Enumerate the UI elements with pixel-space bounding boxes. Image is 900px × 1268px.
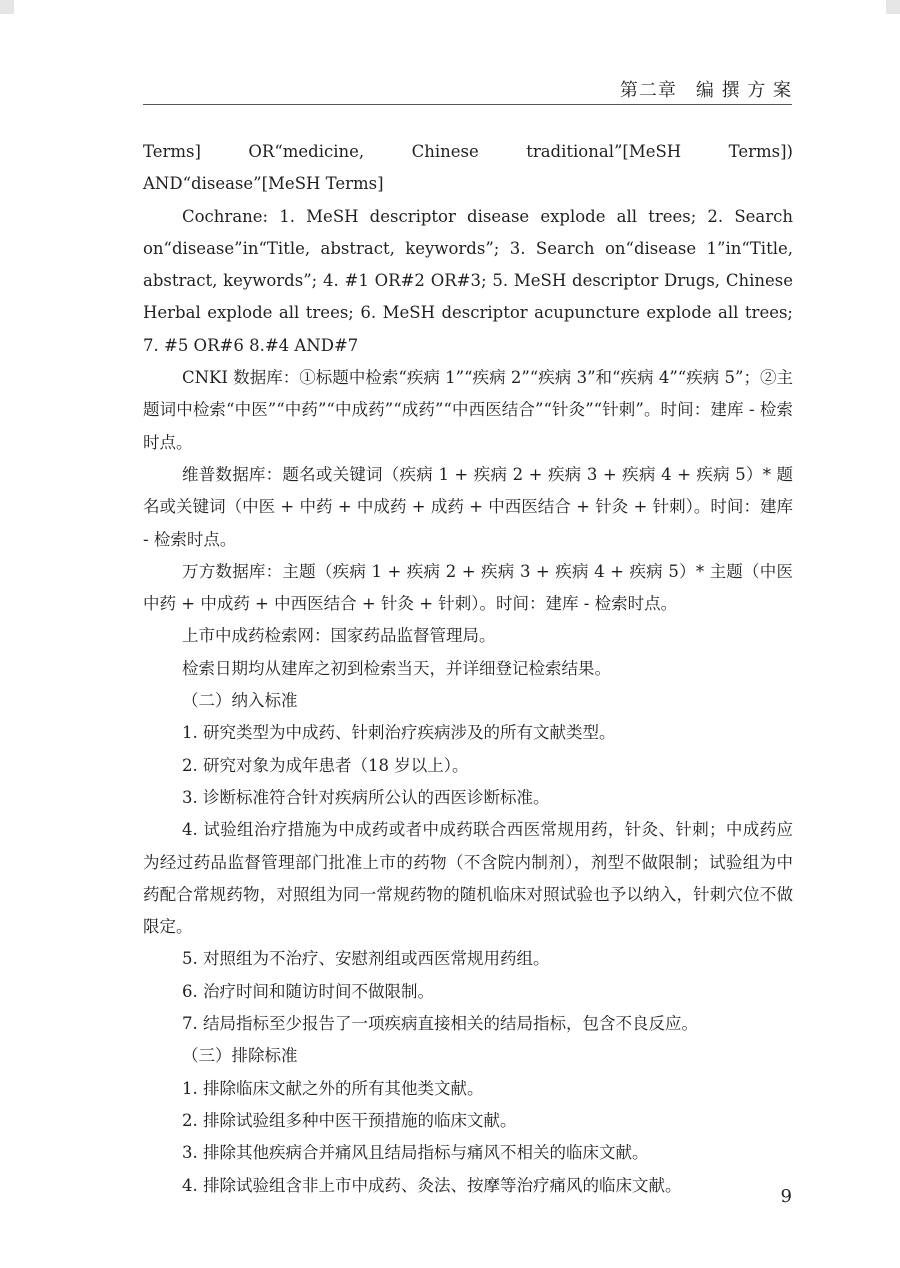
crop-mark-left: [0, 0, 14, 14]
paragraph: 5. 对照组为不治疗、安慰剂组或西医常规用药组。: [182, 949, 550, 969]
paragraph: 维普数据库：题名或关键词（疾病 1 + 疾病 2 + 疾病 3 + 疾病 4 + 疾病 5）* 题名或关键词（中医 + 中药 + 中成药 + 成药 + 中西医结合 + 针灸 + 针刺）。时间：建库 - 检索时点。: [143, 464, 793, 549]
paragraph: CNKI 数据库：①标题中检索“疾病 1”“疾病 2”“疾病 3”和“疾病 4”“疾病 5”；②主题词中检索“中医”“中药”“中成药”“成药”“中西医结合”“针灸”“针刺”。时间：建库 - 检索时点。: [143, 368, 793, 452]
header-rule: [143, 104, 792, 105]
paragraph: 1. 排除临床文献之外的所有其他类文献。: [182, 1078, 484, 1098]
crop-mark-right: [886, 0, 900, 14]
paragraph: 万方数据库：主题（疾病 1 + 疾病 2 + 疾病 3 + 疾病 4 + 疾病 5）* 主题（中医中药 + 中成药 + 中西医结合 + 针灸 + 针刺）。时间：建库 - 检索时点。: [143, 561, 793, 614]
section-heading: （三）排除标准: [182, 1046, 298, 1066]
paragraph: 4. 排除试验组含非上市中成药、灸法、按摩等治疗痛风的临床文献。: [182, 1175, 682, 1195]
running-head: 第二章 编 撰 方 案: [619, 80, 792, 101]
paragraph: 2. 研究对象为成年患者（18 岁以上）。: [182, 755, 469, 775]
paragraph: 4. 试验组治疗措施为中成药或者中成药联合西医常规用药，针灸、针刺；中成药应为经过药品监督管理部门批准上市的药物（不含院内制剂），剂型不做限制；试验组为中药配合常规药物，对照组为同一常规药物的随机临床对照试验也予以纳入，针刺穴位不做限定。: [143, 820, 793, 937]
page-number: 9: [780, 1186, 792, 1207]
paragraph: 3. 排除其他疾病合并痛风且结局指标与痛风不相关的临床文献。: [182, 1143, 649, 1163]
paragraph: 7. 结局指标至少报告了一项疾病直接相关的结局指标，包含不良反应。: [182, 1014, 698, 1034]
section-heading: （二）纳入标准: [182, 691, 298, 711]
paragraph: 6. 治疗时间和随访时间不做限制。: [182, 981, 434, 1001]
paragraph: Cochrane: 1. MeSH descriptor disease explode all trees; 2. Search on“disease”in“Title, abstract, keywords”; 3. Search on“disease 1”in“Title, abstract, keywords”; 4. #1 OR#2 OR#3; 5. MeSH descriptor Drugs, Chinese Herbal explode all trees; 6. MeSH descriptor acupuncture explode all trees; 7. #5 OR#6 8.#4 AND#7: [143, 206, 793, 355]
body-text: [143, 136, 793, 1202]
paragraph: 上市中成药检索网：国家药品监督管理局。: [182, 626, 496, 646]
paragraph: 1. 研究类型为中成药、针刺治疗疾病涉及的所有文献类型。: [182, 723, 616, 743]
paragraph: 3. 诊断标准符合针对疾病所公认的西医诊断标准。: [182, 787, 550, 807]
paragraph: 2. 排除试验组多种中医干预措施的临床文献。: [182, 1110, 517, 1130]
paragraph: 检索日期均从建库之初到检索当天，并详细登记检索结果。: [182, 658, 611, 678]
paragraph: Terms] OR“medicine, Chinese traditional”[MeSH Terms]) AND“disease”[MeSH Terms]: [143, 142, 793, 194]
